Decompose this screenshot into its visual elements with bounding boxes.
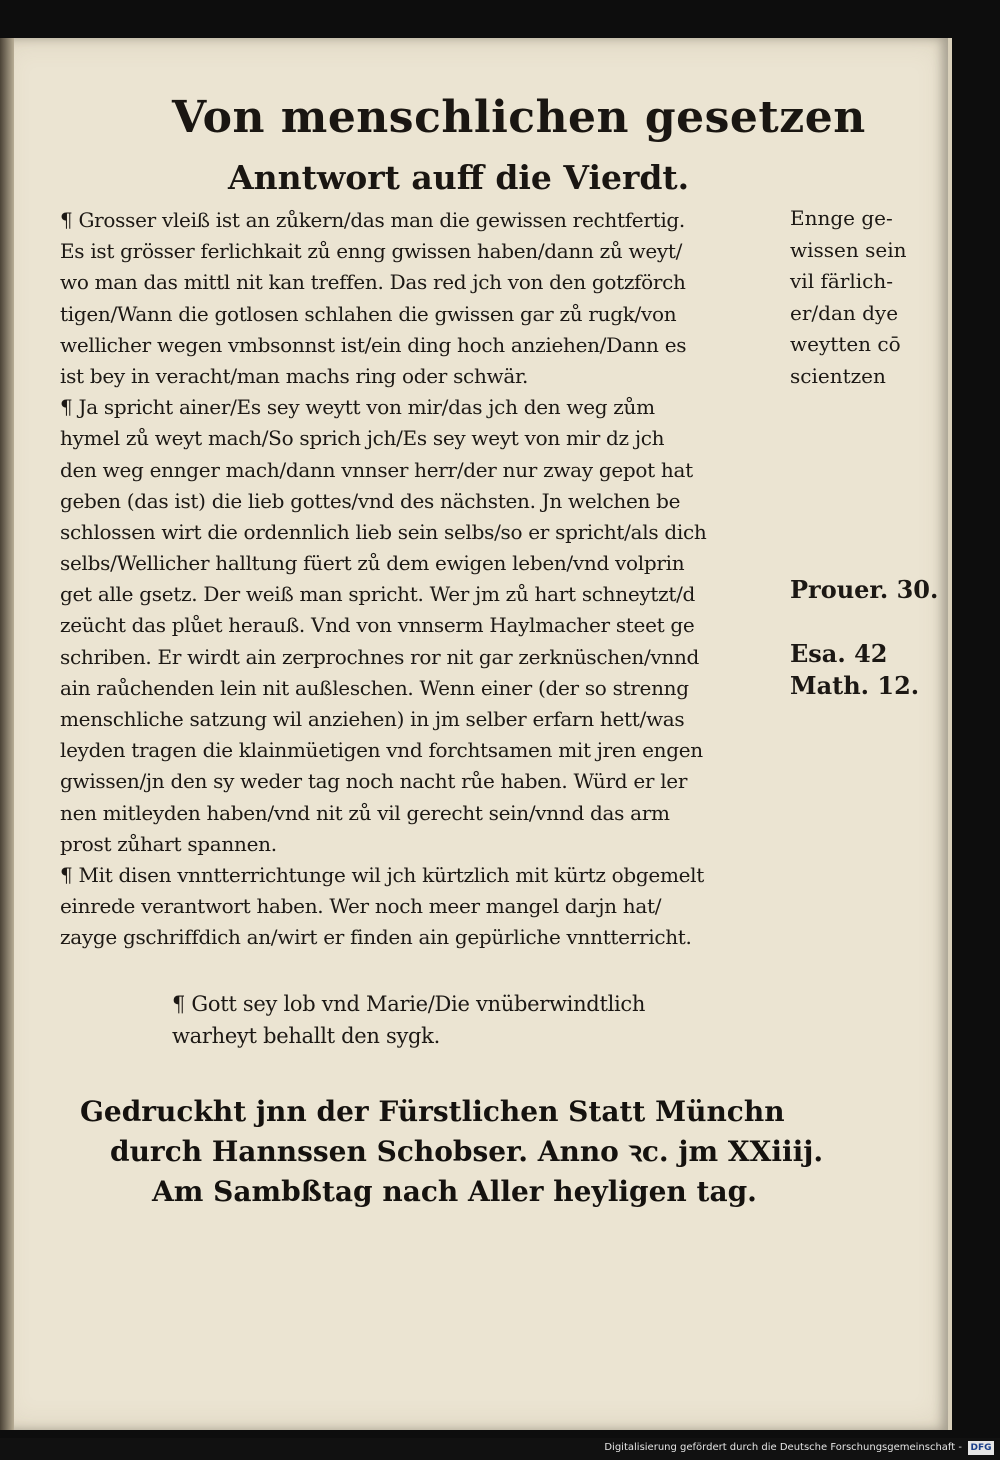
funding-notice: Digitalisierung gefördert durch die Deutsche Forschungsgemeinschaft - bbox=[604, 1442, 962, 1453]
margin-line: Prouer. 30. bbox=[790, 575, 939, 604]
text-line: ¶ Grosser vleiß ist an zůkern/das man die gewissen rechtfertig. bbox=[60, 208, 685, 232]
text-line: einrede verantwort haben. Wer noch meer mangel darjn hat/ bbox=[60, 894, 662, 919]
margin-line: Ennge ge- bbox=[790, 206, 893, 230]
margin-line: Math. 12. bbox=[790, 671, 920, 700]
section-heading: Anntwort auff die Vierdt. bbox=[228, 158, 690, 197]
dfg-logo: DFG bbox=[968, 1441, 994, 1455]
text-line: Es ist grösser ferlichkait zů enng gwissen haben/dann zů weyt/ bbox=[60, 239, 683, 264]
margin-note-esa-math bbox=[790, 638, 940, 702]
colophon bbox=[80, 1092, 840, 1212]
text-line: zeücht das plůet herauß. Vnd von vnnserm Haylmacher steet ge bbox=[60, 613, 695, 638]
page-heading: Von menschlichen gesetzen bbox=[172, 92, 866, 143]
text-line: gwissen/jn den sy weder tag noch nacht růe haben. Würd er ler bbox=[60, 769, 688, 794]
text-line: wellicher wegen vmbsonnst ist/ein ding hoch anziehen/Dann es bbox=[60, 332, 687, 357]
text-line: menschliche satzung wil anziehen) in jm selber erfarn hett/was bbox=[60, 707, 685, 731]
text-line: prost zůhart spannen. bbox=[60, 831, 277, 856]
closing-text bbox=[172, 988, 792, 1052]
margin-line: Esa. 42 bbox=[790, 639, 888, 668]
closing-line: ¶ Gott sey lob vnd Marie/Die vnüberwindtlich bbox=[172, 992, 646, 1016]
text-line: leyden tragen die klainmüetigen vnd forchtsamen mit jren engen bbox=[60, 738, 703, 763]
colophon-line: durch Hannssen Schobser. Anno ꝛc. jm XXiiij. bbox=[110, 1135, 824, 1168]
margin-note-gewissen bbox=[790, 203, 940, 392]
body-text bbox=[60, 205, 785, 954]
margin-line: vil färlich- bbox=[790, 269, 893, 293]
text-line: ain raůchenden lein nit außleschen. Wenn einer (der so strenng bbox=[60, 675, 689, 700]
text-line: schlossen wirt die ordennlich lieb sein selbs/so er spricht/als dich bbox=[60, 519, 707, 544]
margin-line: er/dan dye bbox=[790, 300, 899, 325]
text-line: den weg ennger mach/dann vnnser herr/der nur zway gepot hat bbox=[60, 457, 693, 482]
closing-line: warheyt behallt den sygk. bbox=[172, 1024, 440, 1048]
text-line: geben (das ist) die lieb gottes/vnd des nächsten. Jn welchen be bbox=[60, 488, 681, 513]
text-line: selbs/Wellicher halltung füert zů dem ewigen leben/vnd volprin bbox=[60, 551, 685, 576]
colophon-line: Am Sambßtag nach Aller heyligen tag. bbox=[152, 1175, 757, 1208]
text-line: schriben. Er wirdt ain zerprochnes ror nit gar zerknüschen/vnnd bbox=[60, 644, 700, 669]
colophon-line: Gedruckht jnn der Fürstlichen Statt Münchn bbox=[80, 1095, 785, 1128]
footer-bar bbox=[0, 1438, 1000, 1460]
text-line: ist bey in veracht/man machs ring oder schwär. bbox=[60, 363, 529, 388]
text-line: hymel zů weyt mach/So sprich jch/Es sey weyt von mir dz jch bbox=[60, 426, 665, 451]
text-line: ¶ Mit disen vnntterrichtunge wil jch kürtzlich mit kürtz obgemelt bbox=[60, 862, 704, 887]
margin-line: weytten cō bbox=[790, 332, 901, 356]
page-edge bbox=[948, 38, 952, 1430]
text-line: wo man das mittl nit kan treffen. Das red jch von den gotzförch bbox=[60, 270, 686, 295]
margin-note-prouer bbox=[790, 574, 940, 606]
text-line: zayge gschriffdich an/wirt er finden ain gepürliche vnntterricht. bbox=[60, 925, 692, 950]
text-line: tigen/Wann die gotlosen schlahen die gwissen gar zů rugk/von bbox=[60, 301, 677, 326]
margin-line: scientzen bbox=[790, 363, 886, 388]
margin-line: wissen sein bbox=[790, 237, 907, 262]
text-line: ¶ Ja spricht ainer/Es sey weytt von mir/das jch den weg zům bbox=[60, 395, 655, 420]
page-gutter bbox=[0, 38, 14, 1430]
text-line: get alle gsetz. Der weiß man spricht. Wer jm zů hart schneytzt/d bbox=[60, 582, 696, 607]
text-line: nen mitleyden haben/vnd nit zů vil gerecht sein/vnnd das arm bbox=[60, 800, 670, 825]
